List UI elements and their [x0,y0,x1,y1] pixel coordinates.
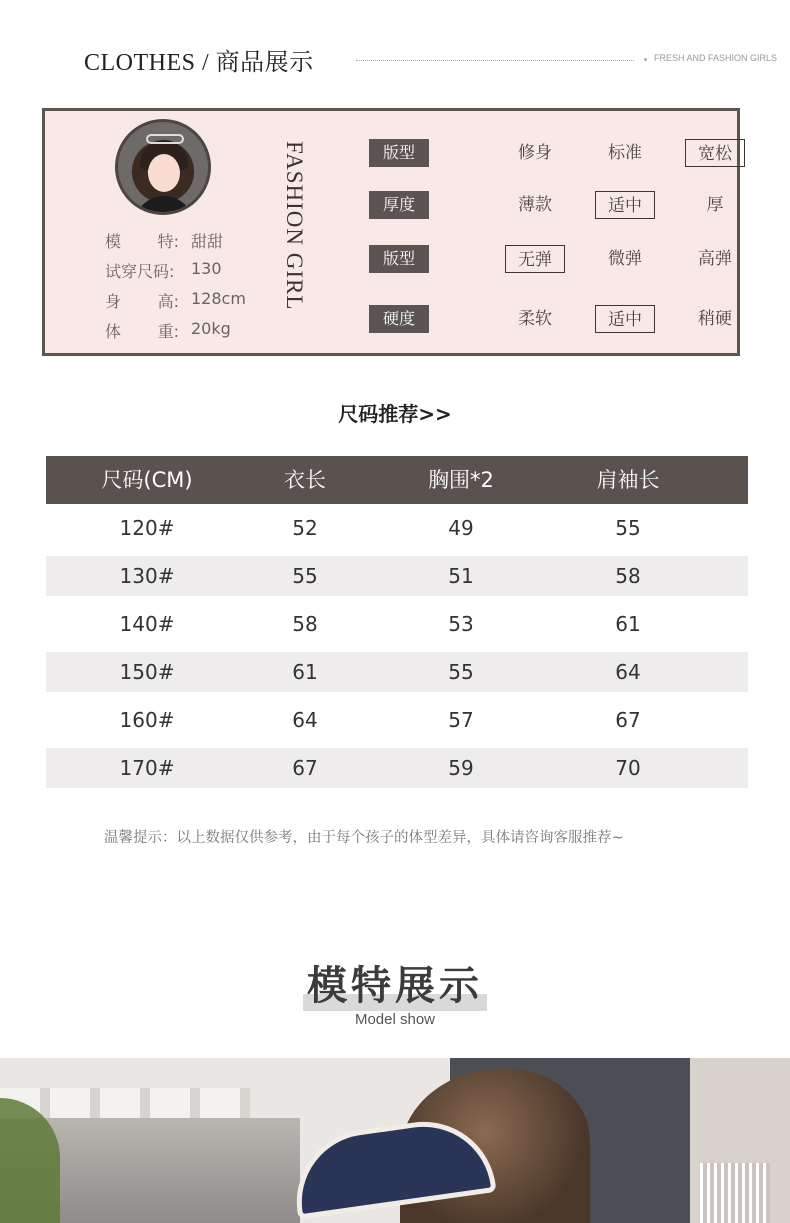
attribute-option: 薄款 [518,195,552,215]
fashion-girl-vertical [281,141,321,341]
table-cell: 64 [615,660,641,684]
table-cell: 61 [292,660,318,684]
table-cell: 58 [292,612,318,636]
model-photo [0,1058,790,1223]
attribute-row [369,245,749,275]
table-cell: 61 [615,612,641,636]
table-cell: 130# [119,564,175,588]
attribute-option-selected: 适中 [595,191,655,219]
header-tagline: FRESH AND FASHION GIRLS [654,53,778,63]
attribute-option: 标准 [608,143,642,163]
table-cell: 55 [615,516,641,540]
dotted-divider [356,60,634,61]
size-header-cell: 胸围*2 [428,468,494,492]
attribute-option: 稍硬 [698,309,732,329]
info-label: 试穿尺码: [105,262,175,281]
table-row [46,648,748,696]
table-cell: 59 [448,756,474,780]
table-cell: 49 [448,516,474,540]
page-header [84,40,778,76]
table-row [46,600,748,648]
attribute-row [369,191,749,221]
table-cell: 58 [615,564,641,588]
attribute-key: 厚度 [369,191,429,219]
table-cell: 140# [119,612,175,636]
table-cell: 52 [292,516,318,540]
table-cell: 160# [119,708,175,732]
info-label: 身 高: [105,292,179,311]
attribute-key: 版型 [369,139,429,167]
table-row [46,504,748,552]
info-value: 130 [191,259,222,278]
info-value: 20kg [191,319,231,338]
page-title: CLOTHES / 商品展示 [84,50,314,76]
sunglasses-icon [146,134,184,144]
size-header-cell: 尺码(CM) [101,468,193,492]
table-cell: 120# [119,516,175,540]
table-cell: 57 [448,708,474,732]
model-avatar [115,119,211,215]
table-row [46,744,748,792]
size-tip: 温馨提示：以上数据仅供参考，由于每个孩子的体型差异，具体请咨询客服推荐~ [104,830,624,846]
model-show-subtitle: Model show [354,1011,436,1028]
size-section-title: 尺码推荐>> [338,402,452,426]
model-show-title: 模特展示 [303,954,487,1011]
table-cell: 70 [615,756,641,780]
attribute-option: 高弹 [698,249,732,269]
table-cell: 53 [448,612,474,636]
table-row [46,552,748,600]
info-label: 模 特: [105,232,179,251]
table-cell: 64 [292,708,318,732]
model-info-card [42,108,740,356]
info-label: 体 重: [105,322,179,341]
dot-ornament [644,58,647,61]
attribute-option: 柔软 [518,309,552,329]
attribute-key: 硬度 [369,305,429,333]
vertical-caption: FASHION GIRL [282,141,307,311]
table-cell: 55 [292,564,318,588]
table-cell: 150# [119,660,175,684]
table-cell: 67 [615,708,641,732]
info-value: 128cm [191,289,246,308]
attribute-option-selected: 适中 [595,305,655,333]
size-table-header [46,456,748,504]
attribute-option: 厚 [706,195,724,215]
size-header-cell: 衣长 [284,468,326,492]
size-table [46,456,748,792]
info-value: 甜甜 [191,232,224,251]
table-cell: 170# [119,756,175,780]
table-cell: 67 [292,756,318,780]
attribute-option-selected: 无弹 [505,245,565,273]
table-cell: 55 [448,660,474,684]
attribute-option: 修身 [518,143,552,163]
attribute-row [369,305,749,335]
table-row [46,696,748,744]
attribute-option: 微弹 [608,249,642,269]
attribute-option-selected: 宽松 [685,139,745,167]
table-cell: 51 [448,564,474,588]
model-show-title-wrap [0,954,790,1011]
attribute-key: 版型 [369,245,429,273]
size-header-cell: 肩袖长 [596,468,660,492]
attribute-row [369,139,749,169]
